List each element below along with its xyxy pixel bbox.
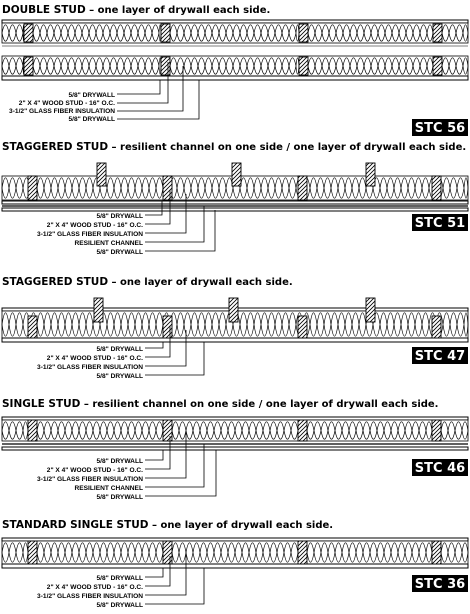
section-description: – resilient channel on one side / one layer of drywall each side. [80,399,439,410]
wood-stud [229,298,238,322]
wood-stud [28,316,37,338]
callout-wood-stud: 2" X 4" WOOD STUD - 16" O.C. [46,222,143,229]
callout-drywall: 5/8" DRYWALL [96,458,143,465]
wood-stud [432,316,441,338]
section-double-stud [2,4,468,136]
wall-layers [2,538,468,568]
stc-rating: STC 51 [414,216,466,231]
callout-wood-stud: 2" X 4" WOOD STUD - 16" O.C. [18,100,115,107]
section-description: – one layer of drywall each side. [108,277,293,288]
wood-stud [161,24,170,42]
insulation [442,66,468,74]
callout-insulation: 3-1/2" GLASS FIBER INSULATION [9,108,115,115]
callout-drywall: 5/8" DRYWALL [68,116,115,123]
leader-line [117,80,199,119]
section-type-label: DOUBLE STUD [2,4,86,16]
leader-line [145,342,204,375]
wood-stud [298,541,307,564]
drywall-board [2,538,468,541]
callout-drywall: 5/8" DRYWALL [96,249,143,256]
leader-line [145,210,215,251]
wood-stud [28,541,37,564]
leader-line [145,450,216,496]
wood-stud [94,298,103,322]
wood-stud [24,24,33,42]
insulation [170,66,299,74]
leader-line [145,342,163,348]
section-single-stud-resilient [2,398,468,501]
callout-resilient-channel: RESILIENT CHANNEL [74,485,143,492]
insulation [2,66,24,74]
leader-lines [145,432,216,496]
stc-rating: STC 46 [414,461,466,476]
insulation [308,58,433,66]
air-gap [2,43,468,50]
callout-wood-stud: 2" X 4" WOOD STUD - 16" O.C. [46,467,143,474]
section-title [2,4,270,16]
section-description: – one layer of drywall each side. [85,5,271,16]
callout-insulation: 3-1/2" GLASS FIBER INSULATION [37,593,143,600]
callout-wood-stud: 2" X 4" WOOD STUD - 16" O.C. [46,584,143,591]
wall-layers [2,417,468,450]
wood-stud [433,57,442,75]
leader-line [117,80,160,94]
insulation [170,58,299,66]
wood-stud [163,420,172,441]
wood-stud [163,316,172,338]
section-description: – resilient channel on one side / one layer of drywall each side. [108,142,467,153]
callout-drywall: 5/8" DRYWALL [96,602,143,609]
wood-stud [232,163,241,186]
section-title [2,398,438,410]
wood-stud [28,176,37,200]
drywall-board [2,564,468,568]
wood-stud [299,24,308,42]
wood-stud [432,176,441,200]
insulation [33,58,161,66]
section-title [2,519,333,531]
drywall-board [2,417,468,420]
insulation [2,58,24,66]
callout-resilient-channel: RESILIENT CHANNEL [74,240,143,247]
section-standard-single-stud [2,519,468,609]
callout-drywall: 5/8" DRYWALL [96,373,143,380]
wood-stud [97,163,106,186]
section-staggered-stud-resilient [2,141,468,256]
callout-drywall: 5/8" DRYWALL [96,346,143,353]
wood-stud [366,163,375,186]
wood-stud [298,176,307,200]
wood-stud [24,57,33,75]
callout-drywall: 5/8" DRYWALL [96,494,143,501]
leader-line [145,568,163,577]
wood-stud [163,176,172,200]
wood-stud [298,316,307,338]
stc-rating: STC 47 [414,349,466,364]
drywall-board [2,20,468,23]
callout-insulation: 3-1/2" GLASS FIBER INSULATION [37,476,143,483]
insulation [33,66,161,74]
insulation [308,66,433,74]
leader-line [145,450,163,460]
stc-rating: STC 36 [414,577,466,592]
drywall-board [2,76,468,80]
section-staggered-stud [2,276,468,380]
section-title [2,276,293,288]
section-type-label: STAGGERED STUD [2,141,109,153]
drywall-board [2,447,468,450]
insulation [442,58,468,66]
wood-stud [163,541,172,564]
callout-insulation: 3-1/2" GLASS FIBER INSULATION [37,231,143,238]
callout-drywall: 5/8" DRYWALL [96,213,143,220]
drywall-board [2,208,468,211]
wall-section-drawing [2,417,468,496]
callout-drywall: 5/8" DRYWALL [68,92,115,99]
wood-stud [299,57,308,75]
section-description: – one layer of drywall each side. [148,520,334,531]
drywall-board [2,201,468,204]
callout-insulation: 3-1/2" GLASS FIBER INSULATION [37,364,143,371]
wood-stud [366,298,375,322]
wood-stud [432,541,441,564]
drywall-board [2,338,468,342]
section-type-label: STAGGERED STUD [2,276,109,288]
wood-stud [161,57,170,75]
section-type-label: SINGLE STUD [2,398,81,410]
wood-stud [28,420,37,441]
section-title [2,141,466,153]
callout-drywall: 5/8" DRYWALL [96,575,143,582]
wood-stud [432,420,441,441]
callout-wood-stud: 2" X 4" WOOD STUD - 16" O.C. [46,355,143,362]
stc-rating: STC 56 [414,121,466,136]
wood-stud [298,420,307,441]
wall-layers [2,20,468,80]
wood-stud [433,24,442,42]
section-type-label: STANDARD SINGLE STUD [2,519,149,531]
